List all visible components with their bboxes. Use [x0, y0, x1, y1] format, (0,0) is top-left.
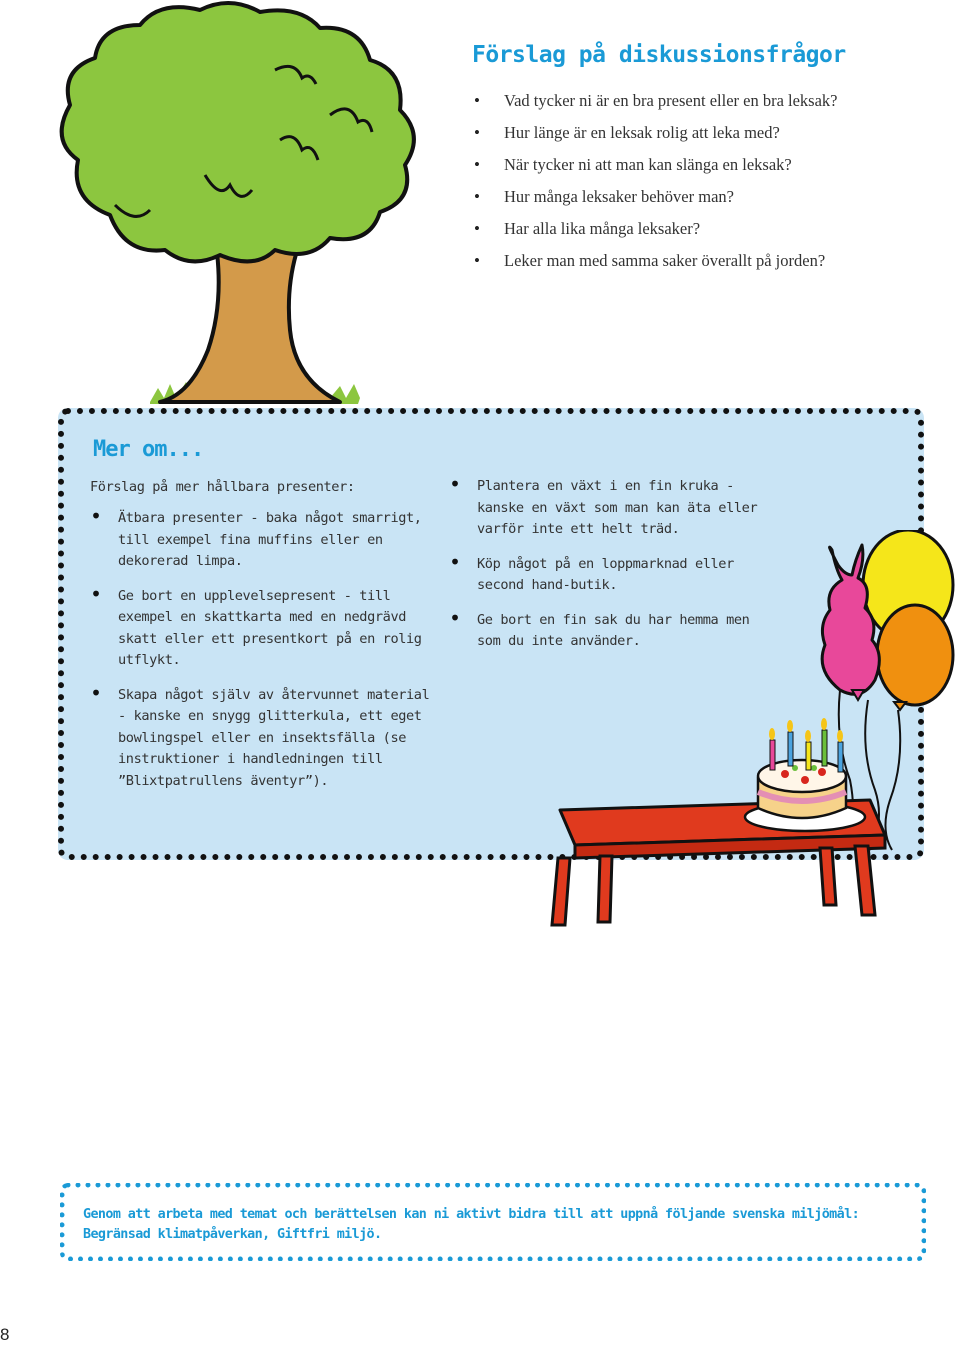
list-item: • Köp något på en loppmarknad eller second hand-butik. — [449, 554, 779, 597]
goals-note-line: Begränsad klimatpåverkan, Giftfri miljö. — [83, 1227, 382, 1242]
list-item: • Har alla lika många leksaker? — [474, 214, 838, 246]
birthday-cake-icon — [745, 718, 865, 831]
list-item: • När tycker ni att man kan slänga en leksak? — [474, 150, 838, 182]
list-item: • Skapa något själv av återvunnet material - kanske en snygg glitterkula, ett eget bowlingspel eller en insektsfälla (se instruktioner i handledningen till ”Blixtpatrullens äventyr”). — [90, 685, 430, 793]
section-title: Förslag på diskussionsfrågor — [472, 42, 846, 68]
goals-note-line: Genom att arbeta med temat och berättelsen kan ni aktivt bidra till att uppnå följande svenska miljömål: — [83, 1207, 860, 1222]
list-item: • Ge bort en upplevelsepresent - till exempel en skattkarta med en nedgrävd skatt eller ett presentkort på en rolig utflykt. — [90, 586, 430, 672]
suggestion-list-left — [90, 508, 430, 805]
goals-note-text — [83, 1205, 883, 1245]
list-item: • Vad tycker ni är en bra present eller en bra leksak? — [474, 86, 838, 118]
list-item: • Hur många leksaker behöver man? — [474, 182, 838, 214]
info-box-title: Mer om... — [93, 437, 204, 462]
info-box-intro: Förslag på mer hållbara presenter: — [90, 479, 355, 495]
list-item: • Hur länge är en leksak rolig att leka med? — [474, 118, 838, 150]
list-item: • Leker man med samma saker överallt på jorden? — [474, 246, 838, 278]
tree-icon — [40, 0, 440, 410]
page-number: 8 — [0, 1325, 10, 1344]
list-item: • Plantera en växt i en fin kruka - kanske en växt som man kan äta eller varför inte ett helt träd. — [449, 476, 779, 541]
list-item: • Ge bort en fin sak du har hemma men som du inte använder. — [449, 610, 779, 653]
list-item: • Ätbara presenter - baka något smarrigt, till exempel fina muffins eller en dekorerad limpa. — [90, 508, 430, 573]
question-list — [474, 86, 838, 278]
party-illustration — [540, 530, 960, 930]
